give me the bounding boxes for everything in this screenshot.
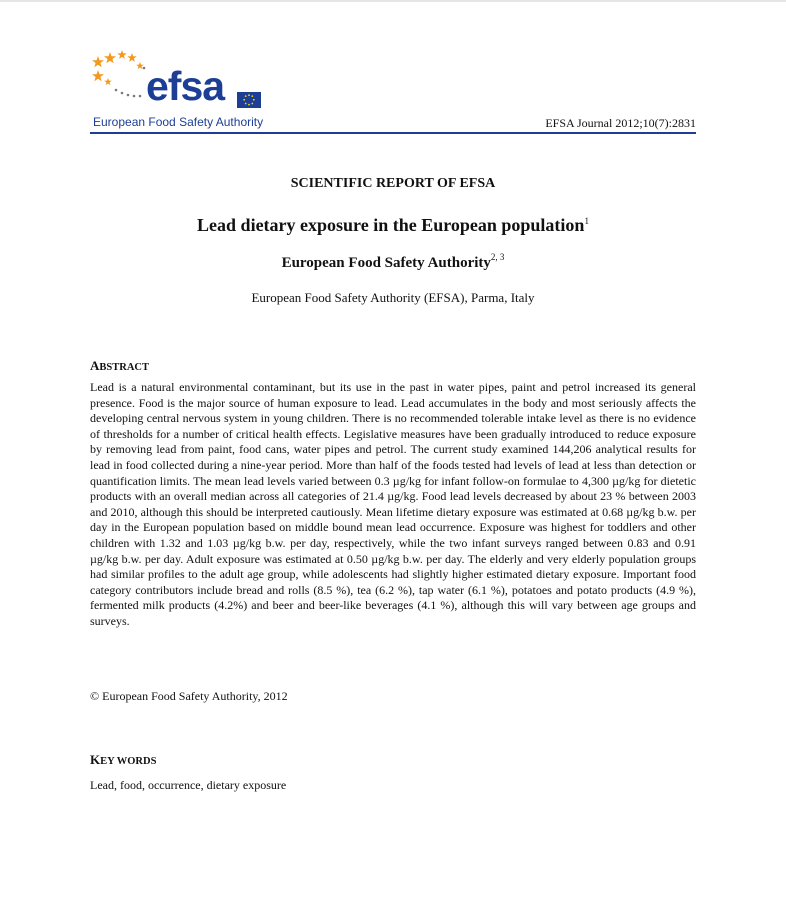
keywords-list: Lead, food, occurrence, dietary exposure [90,778,287,792]
keywords-heading [90,752,156,768]
page-header [90,44,696,136]
document-author [0,252,786,272]
eu-flag-icon [237,92,261,108]
author-text: European Food Safety Authority [281,255,491,271]
page-top-edge [0,0,786,2]
copyright-notice: © European Food Safety Authority, 2012 [90,689,288,703]
abstract-body: Lead is a natural environmental contaminant, but its use in the past in water pipes, paint and petrol increased its general presence. Food is the major source of human exposure to lead. Lead accumulates in the body and most seriously affects the developing central nervous system in young children. There is no recommended tolerable intake level as there is no evidence of thresholds for a number of critical health effects. Legislative measures have been gradually introduced to reduce exposure by removing lead from paint, food cans, water pipes and petrol. The current study examined 144,206 analytical results for lead in food collected during a nine-year period. More than half of the foods tested had levels of lead at less than detection or quantification limits. The mean lead levels varied between 0.3 µg/kg for infant follow-on formulae to 4,300 µg/kg for dietetic products with an overall median across all categories of 21.4 µg/kg. Food lead levels decreased by about 23 % between 2003 and 2010, although this should be interpreted cautiously. Mean lifetime dietary exposure was estimated at 0.68 µg/kg b.w. per day in the European population based on middle bound mean lead occurrence. Exposure was highest for toddlers and other children with 1.32 and 1.03 µg/kg b.w. per day, respectively, while the two infant surveys ranged between 0.83 and 0.91 µg/kg b.w. per day. Adult exposure was estimated at 0.50 µg/kg b.w. per day. The elderly and very elderly population groups had similar profiles to the adult age group, while adolescents had slightly higher estimated dietary exposure. Important food category contributors include bread and rolls (8.5 %), tea (6.2 %), tap water (6.1 %), potatoes and potato products (4.9 %), fermented milk products (4.2%) and beer and beer-like beverages (4.1 %), although this will vary between age groups and surveys. [90,380,696,628]
logo-wordmark: efsa [146,63,225,109]
title-text: Lead dietary exposure in the European population [197,215,585,235]
document-title [0,215,786,236]
efsa-logo [90,44,270,114]
header-rule [90,132,696,134]
abstract-heading-rest: BSTRACT [99,362,149,373]
abstract-heading [90,358,149,374]
agency-name: European Food Safety Authority [93,115,264,129]
title-footnote-marker: 1 [584,216,589,226]
keywords-heading-initial: K [90,752,101,767]
report-type: SCIENTIFIC REPORT OF EFSA [290,176,496,191]
abstract-heading-initial: A [90,358,100,373]
keywords-heading-rest: EY WORDS [100,756,157,767]
journal-reference: EFSA Journal 2012;10(7):2831 [545,116,696,130]
author-footnote-marker: 2, 3 [490,252,505,262]
author-affiliation: European Food Safety Authority (EFSA), Parma, Italy [251,290,535,305]
